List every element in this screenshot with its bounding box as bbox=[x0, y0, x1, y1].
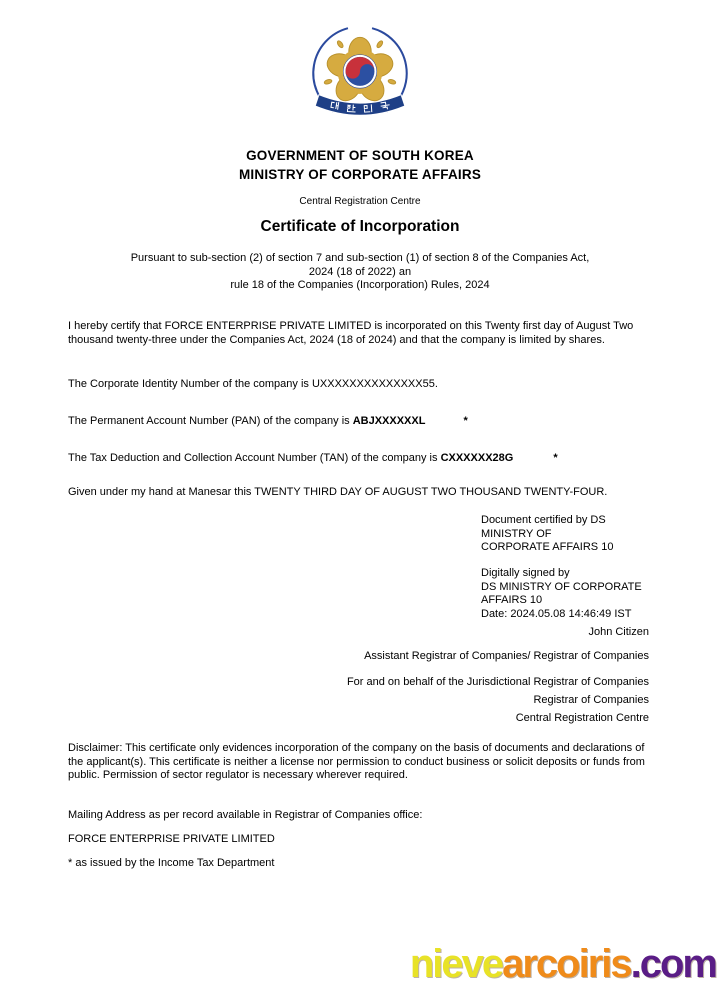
pursuant-line-3: rule 18 of the Companies (Incorporation) Rules, 2024 bbox=[230, 279, 490, 291]
cin-line: The Corporate Identity Number of the company is UXXXXXXXXXXXXXX55. bbox=[68, 378, 438, 390]
ds-signed-block bbox=[481, 567, 671, 621]
ds-certified-block bbox=[481, 514, 671, 555]
tan-line bbox=[68, 452, 688, 466]
pursuant-line-1: Pursuant to sub-section (2) of section 7 and sub-section (1) of section 8 of the Companies Act, bbox=[130, 252, 590, 264]
ds-certified-line-3: CORPORATE AFFAIRS 10 bbox=[481, 541, 614, 553]
ds-signed-line-1: Digitally signed by bbox=[481, 567, 570, 579]
watermark-part-com: .com bbox=[630, 942, 716, 986]
government-title: GOVERNMENT OF SOUTH KOREA bbox=[246, 148, 474, 163]
pursuant-line-2: 2024 (18 of 2022) an bbox=[308, 265, 412, 278]
certify-paragraph: I hereby certify that FORCE ENTERPRISE PRIVATE LIMITED is incorporated on this Twenty first day of August Two thousand twenty-three under the Companies Act, 2024 (18 of 2024) and that the company is limited by shares. bbox=[68, 320, 634, 346]
disclaimer-paragraph: Disclaimer: This certificate only evidences incorporation of the company on the basis of documents and declarations of the applicant(s). This certificate is neither a license nor permission to conduct business or solicit deposits or funds from public. Permission of sector regulator is necessary wherever required. bbox=[68, 742, 645, 781]
ds-certified-line-2: MINISTRY OF bbox=[481, 527, 552, 540]
ministry-title: MINISTRY OF CORPORATE AFFAIRS bbox=[238, 166, 482, 182]
pan-prefix: The Permanent Account Number (PAN) of the company is bbox=[68, 415, 353, 427]
officer-role-1: Assistant Registrar of Companies/ Registrar of Companies bbox=[364, 650, 649, 662]
ds-certified-line-1: Document certified by DS bbox=[481, 514, 606, 526]
tan-value: CXXXXXX28G bbox=[440, 452, 514, 464]
certificate-title: Certificate of Incorporation bbox=[260, 218, 460, 235]
ds-signed-line-2: DS MINISTRY OF CORPORATE bbox=[481, 580, 642, 593]
south-korea-emblem bbox=[304, 12, 416, 142]
pan-line bbox=[68, 415, 668, 429]
pan-value: ABJXXXXXXL bbox=[352, 415, 426, 427]
tan-prefix: The Tax Deduction and Collection Account Number (TAN) of the company is bbox=[68, 452, 441, 464]
officer-role-3: Registrar of Companies bbox=[533, 694, 649, 706]
ds-signed-line-3: AFFAIRS 10 bbox=[481, 594, 543, 606]
mailing-company-name: FORCE ENTERPRISE PRIVATE LIMITED bbox=[68, 833, 275, 845]
watermark-part-arcoiris: arcoiris bbox=[502, 942, 631, 986]
asterisk-footnote: * as issued by the Income Tax Department bbox=[68, 857, 275, 869]
watermark-logo bbox=[410, 942, 716, 987]
taegeuk-symbol bbox=[343, 55, 377, 89]
emblem-ribbon bbox=[315, 95, 405, 116]
given-under-hand-line: Given under my hand at Manesar this TWENTY THIRD DAY OF AUGUST TWO THOUSAND TWENTY-FOUR. bbox=[68, 486, 608, 498]
officer-role-4: Central Registration Centre bbox=[515, 712, 649, 724]
pursuant-clause bbox=[0, 252, 720, 293]
registration-centre-label: Central Registration Centre bbox=[299, 196, 421, 207]
ds-signed-date-line: Date: 2024.05.08 14:46:49 IST bbox=[481, 607, 632, 620]
tan-asterisk: * bbox=[553, 452, 558, 464]
mailing-address-label: Mailing Address as per record available in Registrar of Companies office: bbox=[68, 809, 423, 821]
emblem-graphic bbox=[304, 12, 416, 142]
watermark-part-nieve: nieve bbox=[409, 942, 503, 986]
pan-asterisk: * bbox=[463, 415, 468, 427]
officer-name: John Citizen bbox=[588, 626, 649, 638]
officer-role-2: For and on behalf of the Jurisdictional Registrar of Companies bbox=[346, 676, 649, 688]
